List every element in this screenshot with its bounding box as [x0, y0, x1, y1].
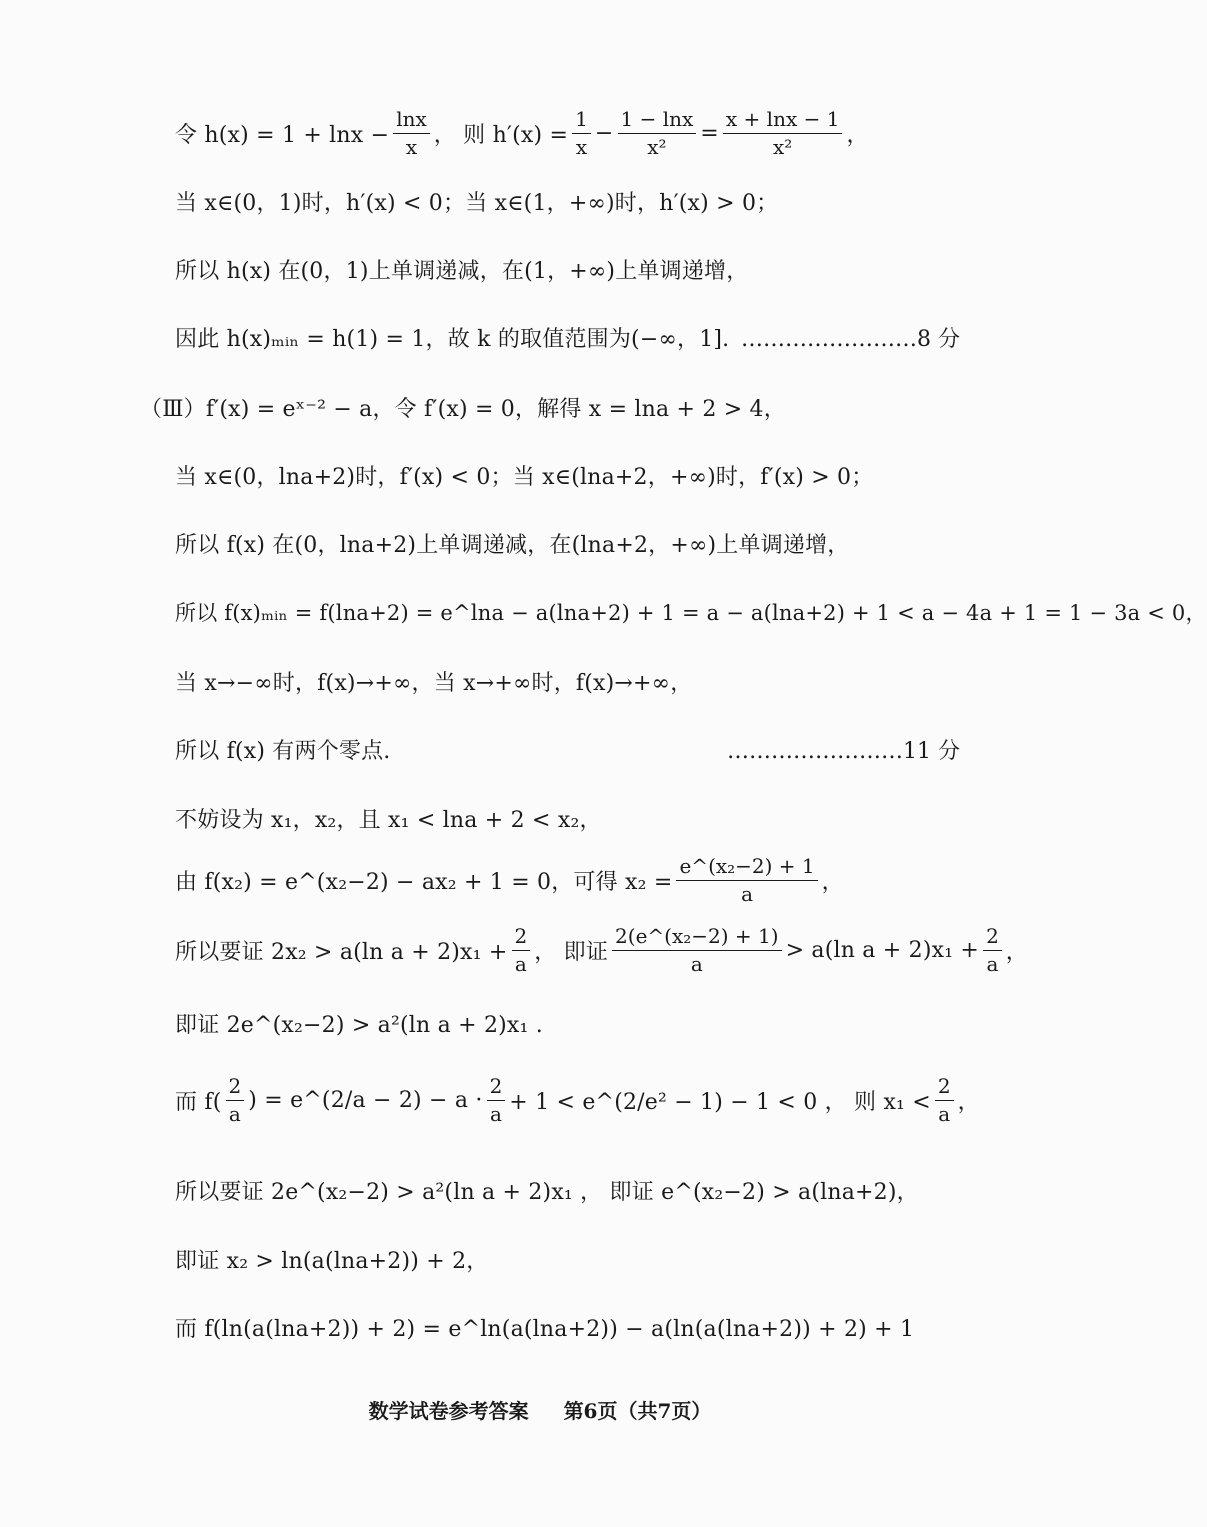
line-text: 当 x∈(0，1)时，h′(x) < 0；当 x∈(1，+∞)时，h′(x) > 0；	[175, 191, 779, 216]
fraction-numerator: 1	[572, 108, 591, 134]
line-text: + 1 < e^(2/e² − 1) − 1 < 0 ， 则 x₁ <	[509, 1090, 931, 1115]
fraction-denominator: a	[228, 1102, 241, 1126]
fraction-numerator: 2	[512, 925, 531, 951]
fraction-numerator: 2	[487, 1075, 506, 1101]
line-text: 所以要证 2x₂ > a(ln a + 2)x₁ +	[175, 940, 508, 965]
footer-title: 数学试卷参考答案	[368, 1399, 529, 1423]
math-line	[175, 1244, 1020, 1275]
fraction-numerator: 2(e^(x₂−2) + 1)	[612, 925, 782, 951]
line-text: −	[594, 121, 614, 146]
fraction	[983, 925, 1002, 976]
fraction	[612, 925, 782, 976]
line-text: 由 f(x₂) = e^(x₂−2) − ax₂ + 1 = 0，可得 x₂ =	[175, 870, 673, 895]
line-text: 即证 x₂ > ln(a(lna+2)) + 2，	[175, 1249, 489, 1274]
math-line	[175, 1175, 1020, 1206]
line-text: =	[700, 121, 719, 146]
line-text: 所以 f(x)ₘᵢₙ = f(lna+2) = e^lna − a(lna+2) + 1 = a − a(lna+2) + 1 < a − 4a + 1 = 1 − 3a < 0，	[175, 601, 1207, 625]
line-text: 即证 2e^(x₂−2) > a²(ln a + 2)x₁ .	[175, 1013, 543, 1038]
fraction-numerator: 2	[935, 1075, 954, 1101]
fraction	[935, 1075, 954, 1126]
line-text: ，	[957, 1090, 980, 1115]
math-line	[175, 597, 1207, 627]
line-text: ，	[821, 870, 844, 895]
line-text: ， 则 h′(x) =	[433, 123, 569, 148]
fraction	[618, 108, 697, 159]
fraction	[226, 1075, 245, 1126]
math-line	[175, 186, 1020, 217]
line-text: ， 即证	[534, 940, 609, 965]
fraction-numerator: lnx	[393, 108, 430, 134]
line-text: 所以 h(x) 在(0，1)上单调递减，在(1，+∞)上单调递增，	[175, 259, 749, 284]
math-line-x2-expression	[175, 855, 1020, 906]
fraction	[723, 108, 843, 159]
fraction-denominator: x	[575, 135, 588, 159]
math-line-to-prove	[175, 924, 1028, 976]
line-text: 所以 f(x) 在(0，lna+2)上单调递减，在(lna+2，+∞)上单调递增，	[175, 533, 850, 558]
fraction-denominator: a	[938, 1102, 951, 1126]
math-line	[175, 803, 1020, 834]
page-footer	[0, 1395, 1080, 1424]
fraction-denominator: a	[489, 1102, 502, 1126]
line-text: ，	[1005, 940, 1028, 965]
fraction-denominator: x	[405, 135, 418, 159]
footer-page-number: 第6页（共7页）	[563, 1399, 712, 1423]
fraction-numerator: x + lnx − 1	[723, 108, 843, 134]
line-text: 因此 h(x)ₘᵢₙ = h(1) = 1，故 k 的取值范围为(−∞，1].	[175, 327, 730, 352]
fraction-denominator: a	[690, 952, 703, 976]
math-line	[175, 1312, 1020, 1343]
line-text: 令 h(x) = 1 + lnx −	[175, 123, 390, 148]
fraction-denominator: a	[986, 952, 999, 976]
line-text: ) = e^(2/a − 2) − a ·	[248, 1088, 483, 1113]
math-line-part-iii	[140, 392, 1020, 423]
fraction	[572, 108, 591, 159]
fraction	[487, 1075, 506, 1126]
score-marker: ……………………11 分	[727, 739, 960, 764]
line-text: > a(ln a + 2)x₁ +	[785, 938, 980, 963]
fraction-denominator: a	[514, 952, 527, 976]
fraction-numerator: e^(x₂−2) + 1	[676, 855, 817, 881]
score-marker: ……………………8 分	[741, 327, 960, 352]
line-text: 而 f(ln(a(lna+2)) + 2) = e^ln(a(lna+2)) − a(ln(a(lna+2)) + 2) + 1	[175, 1317, 915, 1342]
math-line	[175, 254, 1020, 285]
line-text: 当 x→−∞时，f(x)→+∞，当 x→+∞时，f(x)→+∞，	[175, 671, 693, 696]
math-line	[175, 528, 1020, 559]
math-line	[175, 666, 1020, 697]
line-text: （Ⅲ）f′(x) = eˣ⁻² − a，令 f′(x) = 0，解得 x = lna + 2 > 4，	[140, 397, 786, 422]
line-text: 不妨设为 x₁，x₂，且 x₁ < lna + 2 < x₂，	[175, 808, 602, 833]
math-line	[175, 1008, 1020, 1039]
fraction-denominator: x²	[773, 135, 793, 159]
fraction-numerator: 2	[983, 925, 1002, 951]
math-line-h-definition	[175, 108, 1020, 159]
line-text: 而 f(	[175, 1090, 222, 1115]
line-text: ，	[846, 123, 869, 148]
line-text: 当 x∈(0，lna+2)时，f′(x) < 0；当 x∈(lna+2，+∞)时，f′(x) > 0；	[175, 465, 874, 490]
line-text: 所以 f(x) 有两个零点.	[175, 739, 391, 764]
fraction-denominator: a	[741, 882, 754, 906]
fraction-numerator: 1 − lnx	[618, 108, 697, 134]
fraction-denominator: x²	[647, 135, 667, 159]
fraction	[676, 855, 817, 906]
fraction-numerator: 2	[226, 1075, 245, 1101]
line-text: 所以要证 2e^(x₂−2) > a²(ln a + 2)x₁ ， 即证 e^(x₂−2) > a(lna+2)，	[175, 1180, 919, 1205]
fraction	[393, 108, 430, 159]
math-line	[175, 460, 1020, 491]
fraction	[512, 925, 531, 976]
math-line-f-two-over-a	[175, 1075, 1020, 1126]
